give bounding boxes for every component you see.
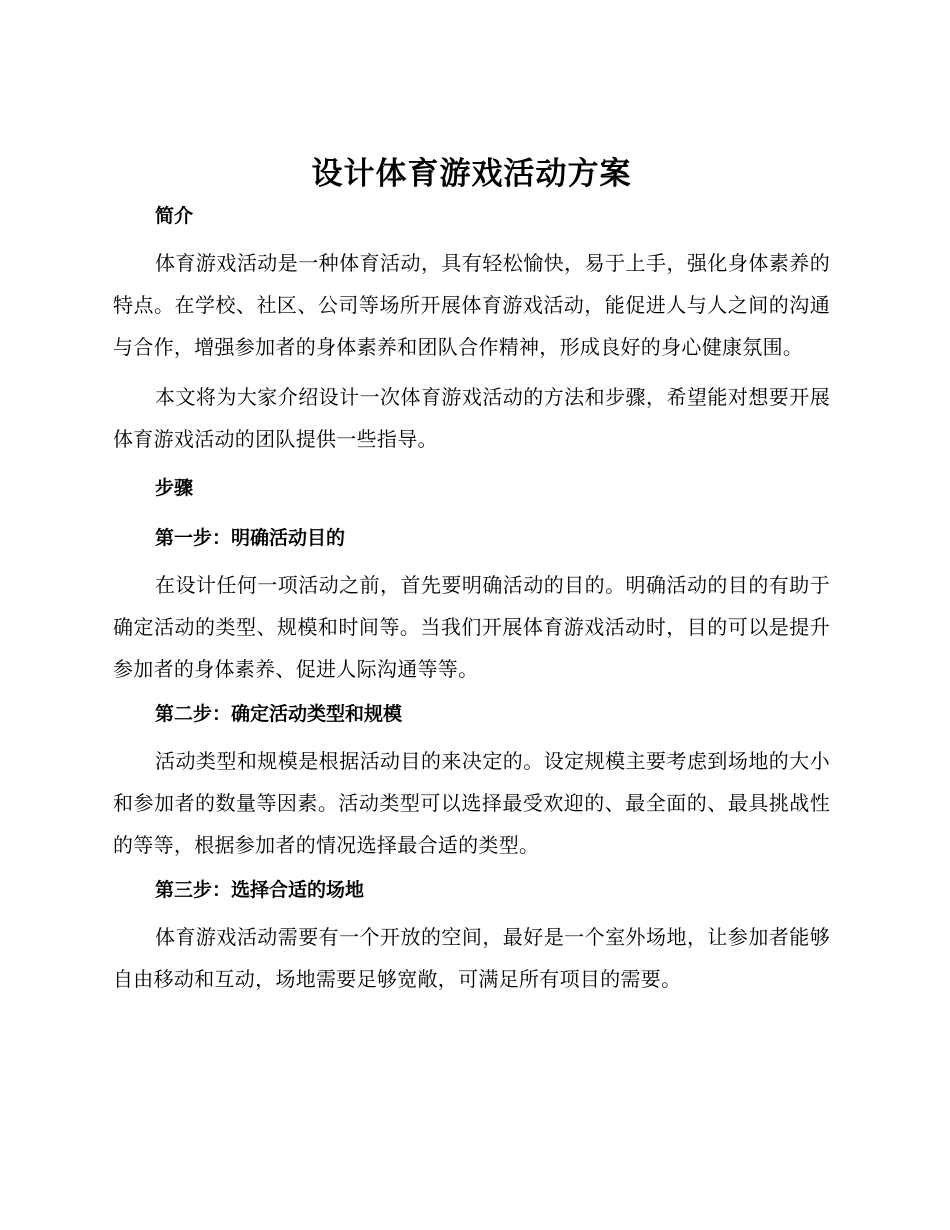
step2-paragraph: 活动类型和规模是根据活动目的来决定的。设定规模主要考虑到场地的大小和参加者的数量等因素。活动类型可以选择最受欢迎的、最全面的、最具挑战性的等等，根据参加者的情况选择最合适的类型。	[113, 749, 830, 857]
step2-heading: 第二步：确定活动类型和规模	[155, 703, 403, 725]
section-heading-steps: 步骤	[155, 477, 194, 499]
step3-heading: 第三步：选择合适的场地	[155, 879, 365, 901]
section-heading-intro: 简介	[155, 205, 194, 227]
document-title: 设计体育游戏活动方案	[311, 156, 632, 192]
document-page	[113, 148, 830, 1000]
step1-paragraph: 在设计任何一项活动之前，首先要明确活动的目的。明确活动的目的有助于确定活动的类型、规模和时间等。当我们开展体育游戏活动时，目的可以是提升参加者的身体素养、促进人际沟通等等。	[113, 573, 830, 681]
step3-paragraph: 体育游戏活动需要有一个开放的空间，最好是一个室外场地，让参加者能够自由移动和互动，场地需要足够宽敞，可满足所有项目的需要。	[113, 925, 830, 991]
intro-paragraph-2: 本文将为大家介绍设计一次体育游戏活动的方法和步骤，希望能对想要开展体育游戏活动的团队提供一些指导。	[113, 385, 830, 451]
intro-paragraph-1: 体育游戏活动是一种体育活动，具有轻松愉快，易于上手，强化身体素养的特点。在学校、社区、公司等场所开展体育游戏活动，能促进人与人之间的沟通与合作，增强参加者的身体素养和团队合作精神，形成良好的身心健康氛围。	[113, 251, 830, 359]
step1-heading: 第一步：明确活动目的	[155, 527, 346, 549]
